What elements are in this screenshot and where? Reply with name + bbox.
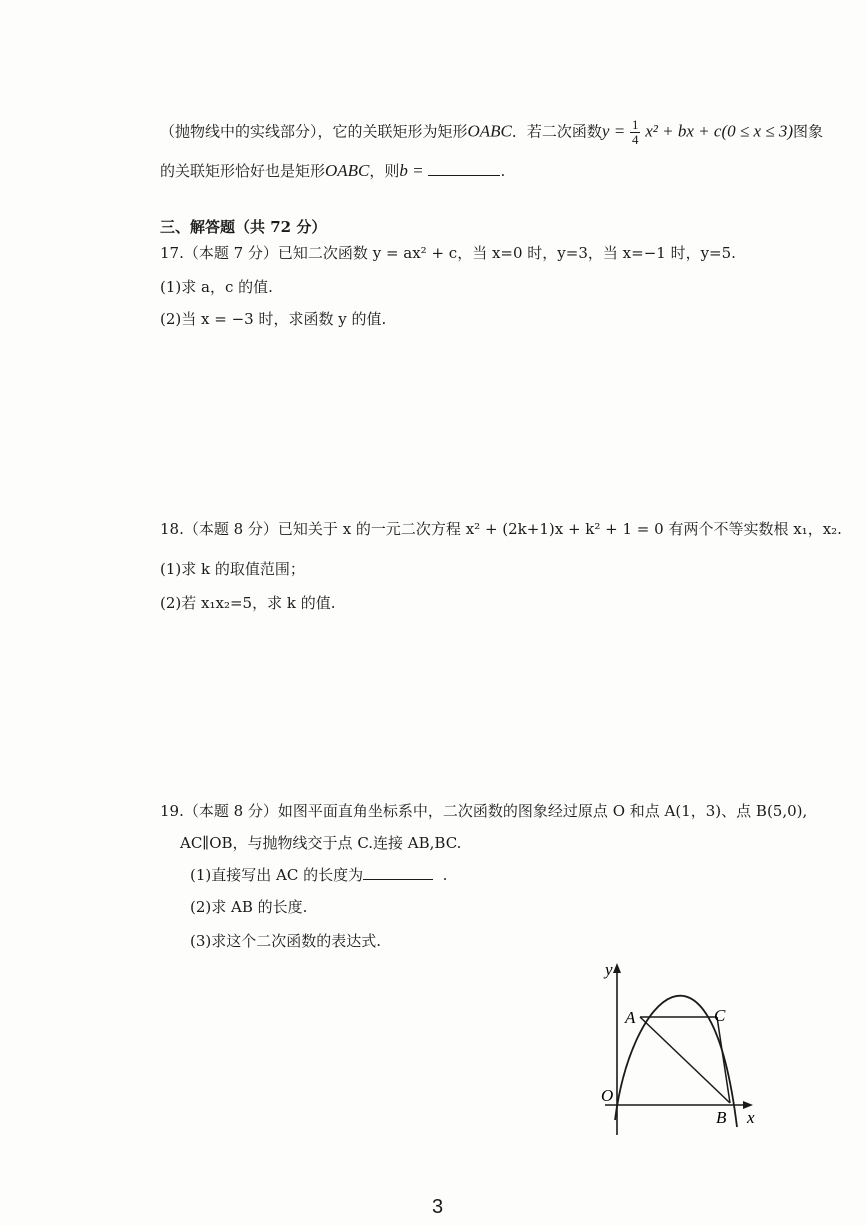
q16-text-b: ．若二次函数	[511, 122, 602, 141]
page-number: 3	[432, 1196, 444, 1218]
rect-name: OABC	[467, 121, 512, 141]
q16-line1	[160, 118, 823, 147]
q17-part2: (2)当 x = −3 时，求函数 y 的值.	[160, 310, 387, 328]
parabola-figure	[585, 955, 765, 1145]
q16-text-e: ，则	[369, 162, 400, 180]
fraction-quarter	[630, 118, 641, 147]
q16-text-d: 的关联矩形恰好也是矩形	[160, 162, 326, 180]
q19-stem-2: AC∥OB，与抛物线交于点 C.连接 AB,BC.	[180, 834, 462, 852]
label-y: y	[605, 960, 613, 979]
q19-part1-text: (1)直接写出 AC 的长度为	[190, 866, 364, 884]
frac-denominator: 4	[631, 132, 639, 147]
q17-stem: 17.（本题 7 分）已知二次函数 y = ax² + c，当 x=0 时，y=3，当 x=−1 时，y=5.	[160, 244, 736, 262]
q16-text-a: （抛物线中的实线部分），它的关联矩形为矩形	[160, 122, 468, 141]
q16-end: .	[500, 162, 506, 180]
segment-ab	[640, 1017, 730, 1103]
label-o: O	[601, 1086, 614, 1105]
label-c: C	[714, 1006, 726, 1025]
y-axis-arrow	[613, 963, 621, 973]
q18-part2: (2)若 x₁x₂=5，求 k 的值.	[160, 594, 336, 612]
b-equals: b =	[399, 161, 424, 180]
label-x: x	[747, 1108, 755, 1127]
q18-part1: (1)求 k 的取值范围；	[160, 560, 305, 578]
q16-text-c: 图象	[792, 122, 823, 141]
func-rest: x² + bx + c	[645, 121, 722, 141]
answer-blank-ac[interactable]	[363, 865, 433, 880]
label-b: B	[716, 1108, 727, 1127]
q19-part2: (2)求 AB 的长度.	[190, 898, 308, 916]
func-domain: (0 ≤ x ≤ 3)	[721, 121, 793, 141]
section-title: 三、解答题（共 72 分）	[160, 218, 327, 236]
q19-stem-1: 19.（本题 8 分）如图平面直角坐标系中，二次函数的图象经过原点 O 和点 A(1，3)、点 B(5,0),	[160, 802, 808, 820]
q18-stem: 18.（本题 8 分）已知关于 x 的一元二次方程 x² + (2k+1)x + k² + 1 = 0 有两个不等实数根 x₁，x₂.	[160, 520, 842, 538]
rect-name-2: OABC	[325, 161, 370, 180]
answer-blank-b[interactable]	[428, 161, 500, 176]
q17-part1: (1)求 a，c 的值.	[160, 278, 273, 296]
func-lhs: y =	[601, 121, 626, 141]
q16-line2	[160, 160, 505, 181]
q19-part3: (3)求这个二次函数的表达式.	[190, 932, 382, 950]
segment-bc	[717, 1017, 730, 1103]
q19-part1-end: .	[442, 866, 448, 884]
q19-part1	[190, 864, 447, 885]
frac-numerator: 1	[631, 117, 639, 132]
label-a: A	[625, 1008, 636, 1027]
